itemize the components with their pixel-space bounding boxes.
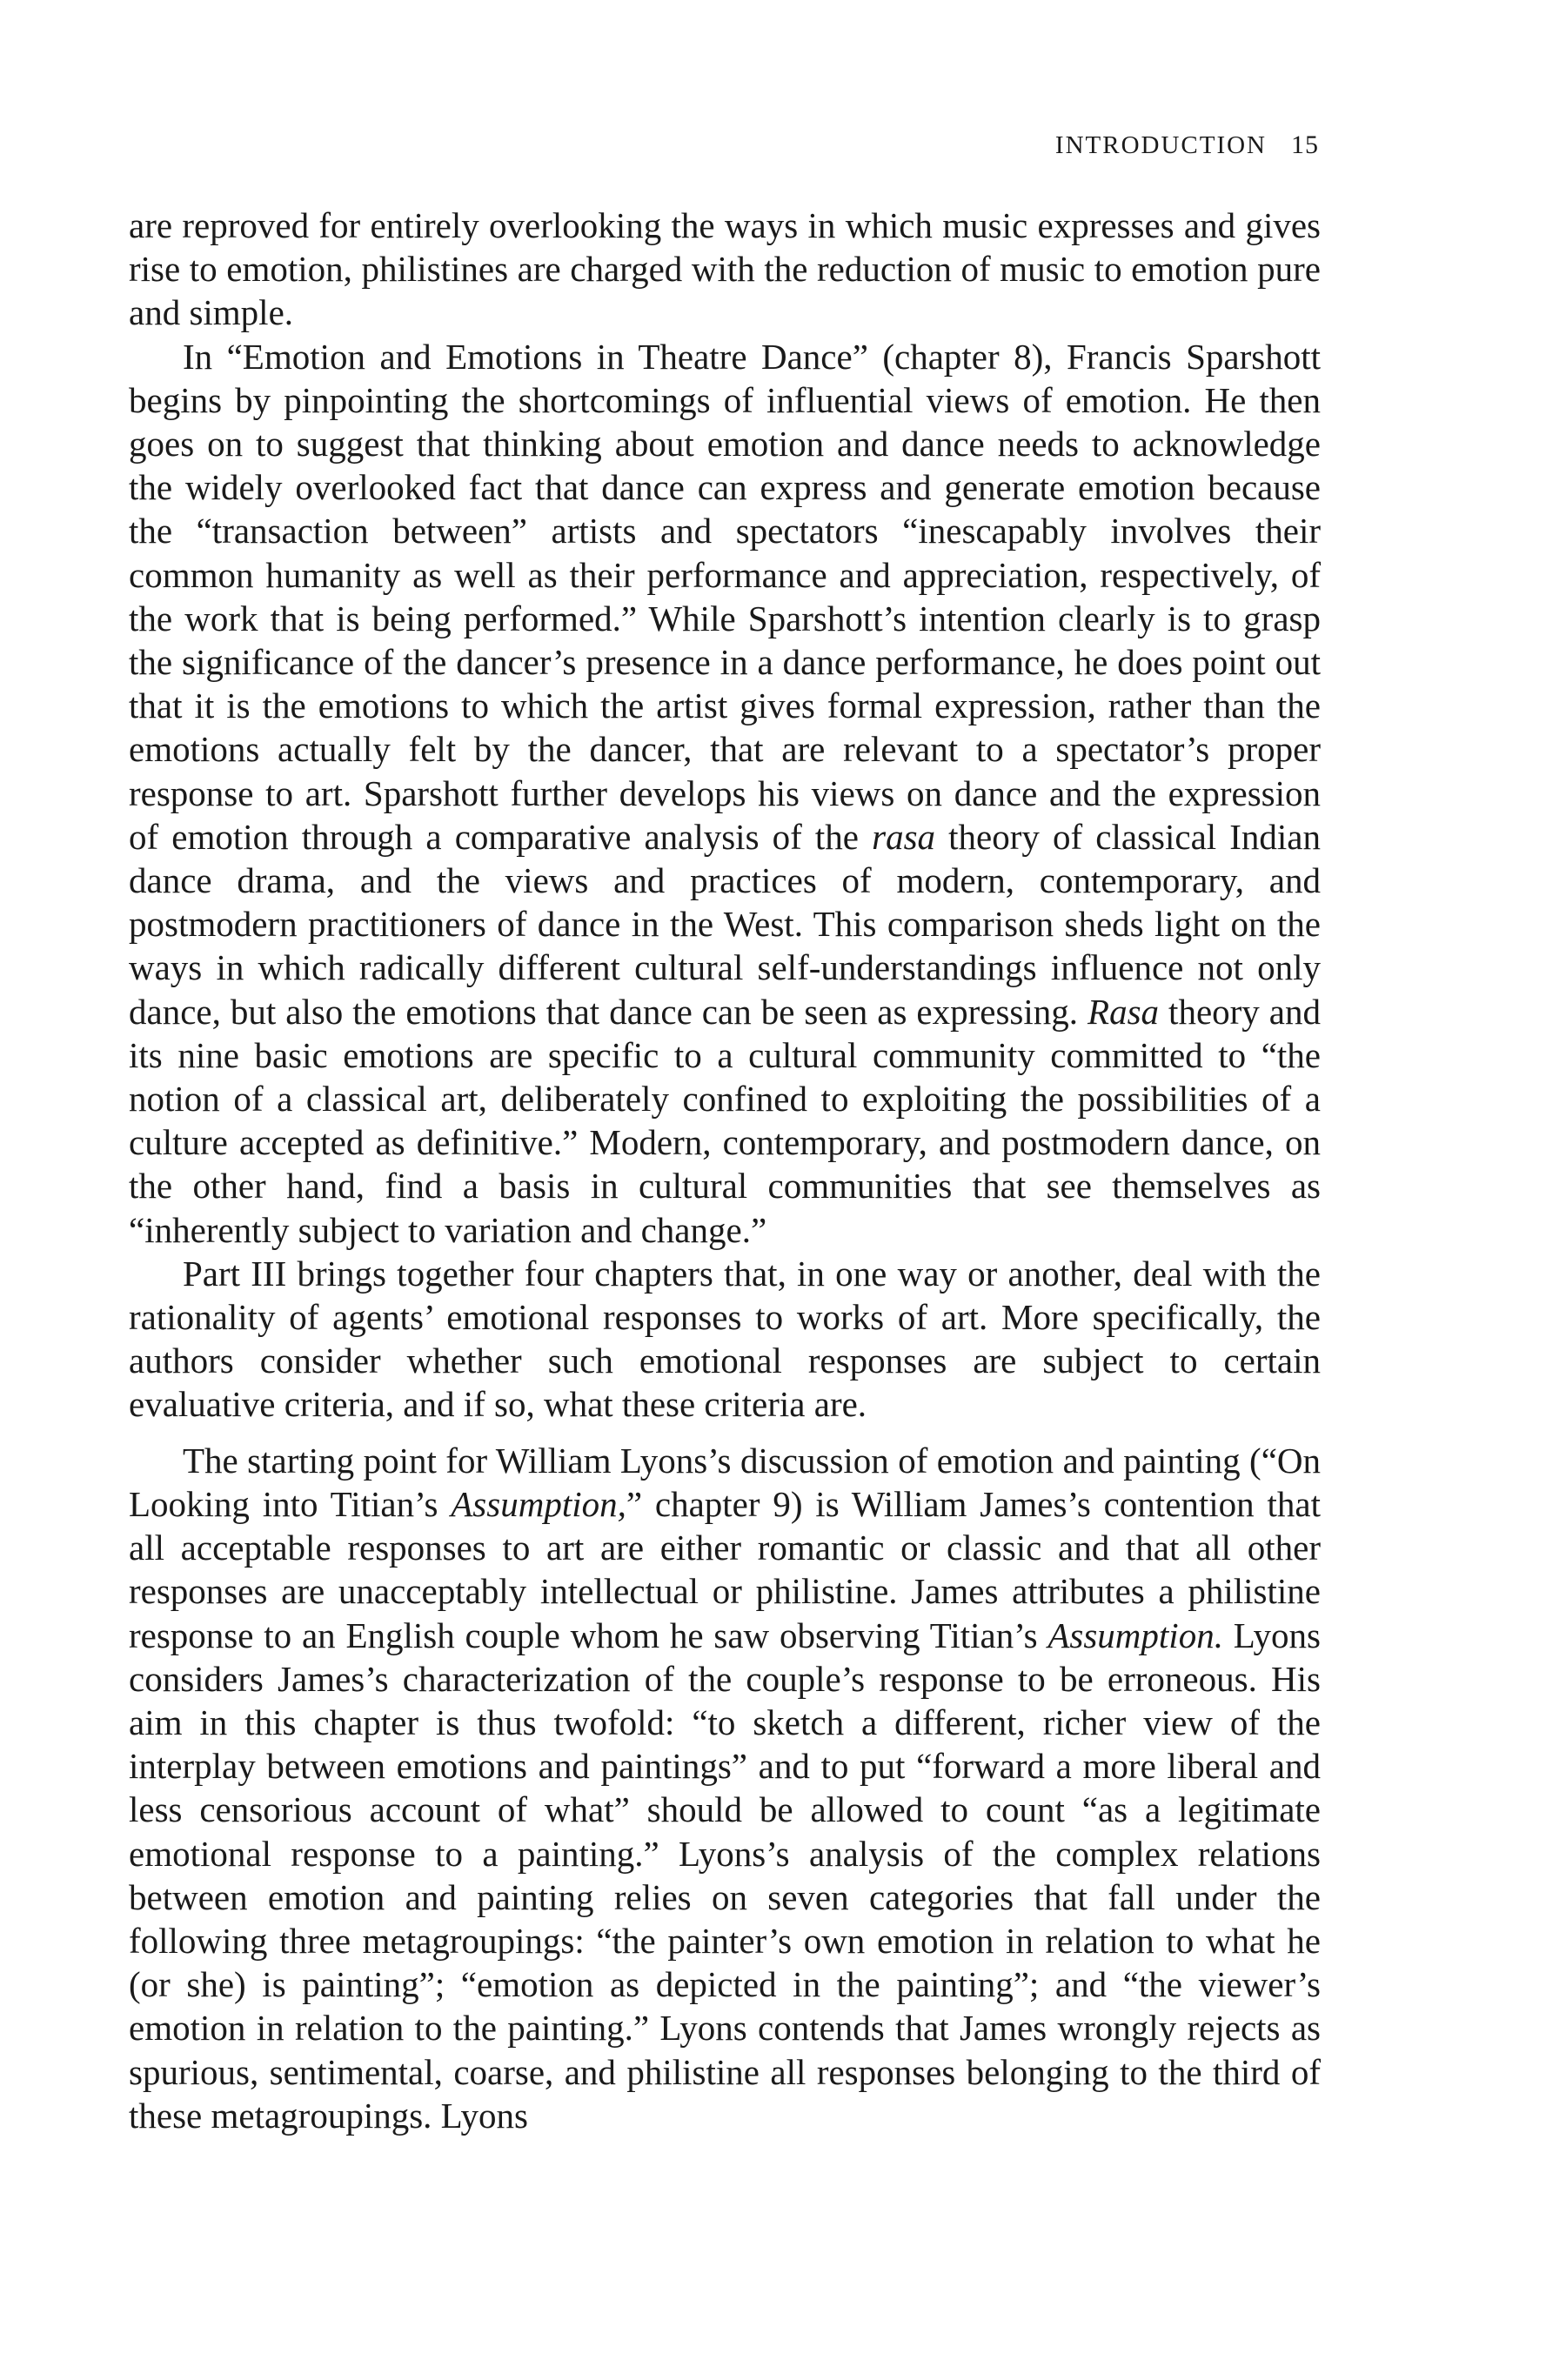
italic-term: rasa xyxy=(872,816,936,857)
paragraph-text: theory and its nine basic emotions are specific to a cultural community committed to “the notion of a classical art, deliberately confined to exploiting the possibilities of a culture accepted as definitive.” Modern, contemporary, and postmodern dance, on the other hand, find a basis in cultural communities that see themselves as “inherently subject to variation and change.” xyxy=(129,991,1321,1250)
paragraph-text: In “Emotion and Emotions in Theatre Dance” (chapter 8), Francis Sparshott begins by pinpointing the shortcomings of influential views of emotion. He then goes on to suggest that thinking about emotion and dance needs to acknowledge the widely overlooked fact that dance can express and generate emotion because the “transaction between” artists and spectators “inescapably involves their common humanity as well as their performance and appreciation, respectively, of the work that is being performed.” While Sparshott’s intention clearly is to grasp the significance of the dancer’s presence in a dance performance, he does point out that it is the emotions to which the artist gives formal expression, rather than the emotions actually felt by the dancer, that are relevant to a spectator’s proper response to art. Sparshott further develops his views on dance and the expression of emotion through a comparative analysis of the xyxy=(129,336,1321,857)
paragraph-text: are reproved for entirely overlooking the ways in which music expresses and gives rise to emotion, philistines are charged with the reduction of music to emotion pure and simple. xyxy=(129,205,1321,333)
paragraph-2 xyxy=(129,335,1321,1252)
paragraph-text: Part III brings together four chapters that, in one way or another, deal with the rationality of agents’ emotional responses to works of art. More specifically, the authors consider whether such emotional responses are subject to certain evaluative criteria, and if so, what these criteria are. xyxy=(129,1253,1321,1425)
paragraph-1 xyxy=(129,204,1321,335)
paragraph-text: ” chapter 9) is William James’s contention that all acceptable responses to art are either romantic or classic and that all other responses are unacceptably intellectual or philistine. James attributes a philistine response to an English couple whom he saw observing Titian’s xyxy=(129,1483,1321,1655)
italic-title: Assumption. xyxy=(1047,1615,1223,1655)
running-head-title: INTRODUCTION xyxy=(1054,131,1267,159)
paragraph-4 xyxy=(129,1439,1321,2137)
body-text xyxy=(129,204,1321,2137)
italic-title: Assumption, xyxy=(451,1483,626,1524)
running-head xyxy=(1055,130,1319,160)
paragraph-3 xyxy=(129,1252,1321,1427)
paragraph-text: theory of classical Indian dance drama, and the views and practices of modern, contemporary, and postmodern practitioners of dance in the West. This comparison sheds light on the ways in which radically different cultural self-understandings influence not only dance, but also the emotions that dance can be seen as expressing. xyxy=(129,816,1322,1032)
paragraph-text: Lyons considers James’s characterization of the couple’s response to be erroneous. His aim in this chapter is thus twofold: “to sketch a different, richer view of the interplay between emotions and paintings” and to put “forward a more liberal and less censorious account of what” should be allowed to count “as a legitimate emotional response to a painting.” Lyons’s analysis of the complex relations between emotion and painting relies on seven categories that fall under the following three metagroupings: “the painter’s own emotion in relation to what he (or she) is painting”; “emotion as depicted in the painting”; and “the viewer’s emotion in relation to the painting.” Lyons contends that James wrongly rejects as spurious, sentimental, coarse, and philistine all responses belonging to the third of these metagroupings. Lyons xyxy=(129,1615,1321,2136)
page-number: 15 xyxy=(1291,130,1319,159)
paragraph-text: The starting point for William Lyons’s discussion of emotion and painting (“On Looking into Titian’s xyxy=(129,1440,1321,1524)
italic-term: Rasa xyxy=(1088,991,1160,1032)
